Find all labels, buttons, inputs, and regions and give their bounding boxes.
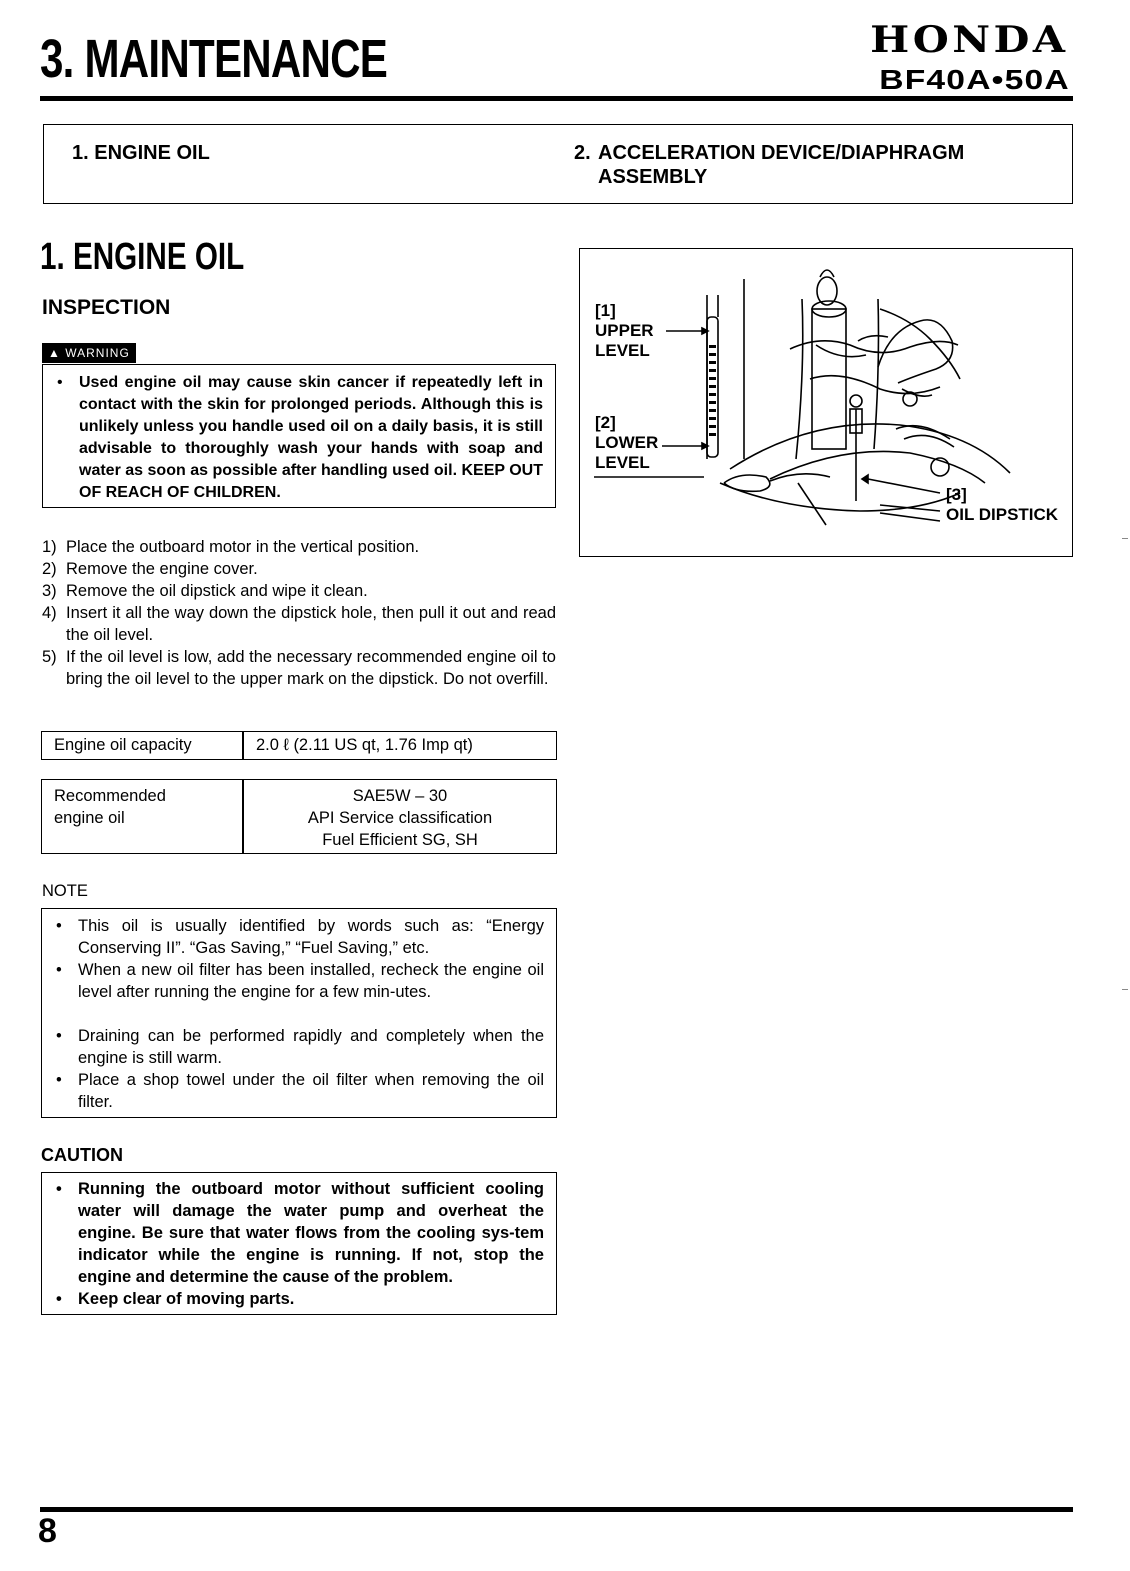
page-number: 8 — [38, 1512, 57, 1550]
recommended-oil-value — [244, 785, 556, 851]
recommended-oil-table — [41, 779, 557, 854]
step-text: Remove the oil dipstick and wipe it clean. — [66, 582, 368, 600]
oil-capacity-table — [41, 731, 557, 760]
note-item: Place a shop towel under the oil filter when removing the oil filter. — [78, 1071, 544, 1111]
brand-logo: HONDA — [869, 19, 1068, 61]
label-number: [1] — [595, 301, 616, 320]
recommended-oil-label — [54, 785, 166, 829]
bullet-icon: • — [56, 1027, 62, 1045]
note-heading: NOTE — [42, 882, 88, 900]
bullet-icon: • — [56, 961, 62, 979]
label-line: LEVEL — [595, 453, 650, 472]
header-rule — [40, 96, 1073, 101]
label-line: OIL DIPSTICK — [946, 505, 1059, 524]
step-number: 2) — [42, 560, 57, 578]
table-divider — [242, 732, 244, 759]
procedure-step — [42, 602, 556, 646]
note-box — [41, 908, 557, 1118]
recommended-oil-value-line: Fuel Efficient SG, SH — [322, 831, 478, 849]
caution-heading: CAUTION — [41, 1145, 123, 1165]
note-item: When a new oil filter has been installed, recheck the engine oil level after running the engine for a few min-utes. — [78, 961, 544, 1001]
step-text: If the oil level is low, add the necessary recommended engine oil to bring the oil level to the upper mark on the dipstick. Do not overfill. — [66, 648, 556, 688]
model-name: BF40A•50A — [879, 64, 1070, 95]
warning-triangle-icon: ▲ — [48, 346, 61, 360]
bullet-icon: • — [56, 1290, 62, 1308]
label-line: UPPER — [595, 321, 654, 340]
contents-item-number: 2. — [574, 142, 591, 164]
contents-item-line: ACCELERATION DEVICE/DIAPHRAGM — [598, 142, 965, 164]
recommended-oil-value-line: API Service classification — [307, 809, 493, 827]
recommended-oil-label-line: engine oil — [54, 809, 125, 827]
caution-box — [41, 1172, 557, 1315]
procedure-step — [42, 536, 556, 558]
chapter-title: 3. MAINTENANCE — [40, 29, 388, 89]
contents-item-line: ASSEMBLY — [598, 166, 708, 188]
bullet-icon: • — [56, 917, 62, 935]
warning-box — [42, 364, 556, 508]
step-number: 1) — [42, 538, 57, 556]
label-line: LOWER — [595, 433, 659, 452]
procedure-step — [42, 558, 556, 580]
bullet-icon: • — [56, 1071, 62, 1089]
step-text: Place the outboard motor in the vertical position. — [66, 538, 420, 556]
section-title: 1. ENGINE OIL — [40, 236, 245, 278]
contents-box — [43, 124, 1073, 204]
oil-capacity-value: 2.0 ℓ (2.11 US qt, 1.76 Imp qt) — [256, 736, 473, 754]
oil-dipstick-label — [946, 485, 1058, 525]
note-item: Draining can be performed rapidly and completely when the engine is still warm. — [78, 1027, 544, 1067]
inspection-heading: INSPECTION — [42, 296, 171, 319]
procedure-steps — [42, 536, 556, 690]
oil-dipstick-leader — [868, 479, 940, 493]
caution-item: Running the outboard motor without sufficient cooling water will damage the water pump and overheat the engine. Be sure that water flows from the cooling sys-tem indicator while the engine is running. If not, stop the engine and determine the cause of the problem. — [78, 1180, 544, 1286]
contents-item-engine-oil[interactable]: 1. ENGINE OIL — [72, 142, 210, 164]
procedure-step — [42, 646, 556, 690]
label-line: LEVEL — [595, 341, 650, 360]
scan-edge-mark — [1122, 538, 1128, 539]
footer-rule — [40, 1507, 1073, 1512]
step-number: 3) — [42, 582, 57, 600]
caution-item: Keep clear of moving parts. — [78, 1290, 295, 1308]
recommended-oil-label-line: Recommended — [54, 787, 166, 805]
upper-level-label — [595, 301, 654, 361]
warning-tag-label: WARNING — [65, 346, 130, 360]
label-number: [2] — [595, 413, 616, 432]
label-number: [3] — [946, 485, 967, 504]
step-text: Remove the engine cover. — [66, 560, 258, 578]
procedure-step — [42, 580, 556, 602]
bullet-icon: • — [57, 374, 63, 391]
scan-edge-mark — [1122, 989, 1128, 990]
step-number: 5) — [42, 648, 57, 666]
warning-tag — [42, 343, 136, 363]
contents-item-acceleration-device[interactable] — [574, 141, 964, 189]
step-number: 4) — [42, 604, 57, 622]
recommended-oil-value-line: SAE5W – 30 — [352, 787, 448, 805]
step-text: Insert it all the way down the dipstick hole, then pull it out and read the oil level. — [66, 604, 556, 644]
bullet-icon: • — [56, 1180, 62, 1198]
oil-capacity-label: Engine oil capacity — [54, 736, 192, 754]
warning-text: Used engine oil may cause skin cancer if repeatedly left in contact with the skin for prolonged periods. Although this is unlikely unless you handle used oil on a daily basis, it is still advisable to thoroughly wash your hands with soap and water as soon as possible after handling used oil. KEEP OUT OF REACH OF CHILDREN. — [79, 374, 543, 501]
note-item: This oil is usually identified by words such as: “Energy Conserving II”. “Gas Saving,” “Fuel Saving,” etc. — [78, 917, 544, 957]
lower-level-label — [595, 413, 658, 473]
dipstick-figure — [579, 248, 1073, 557]
